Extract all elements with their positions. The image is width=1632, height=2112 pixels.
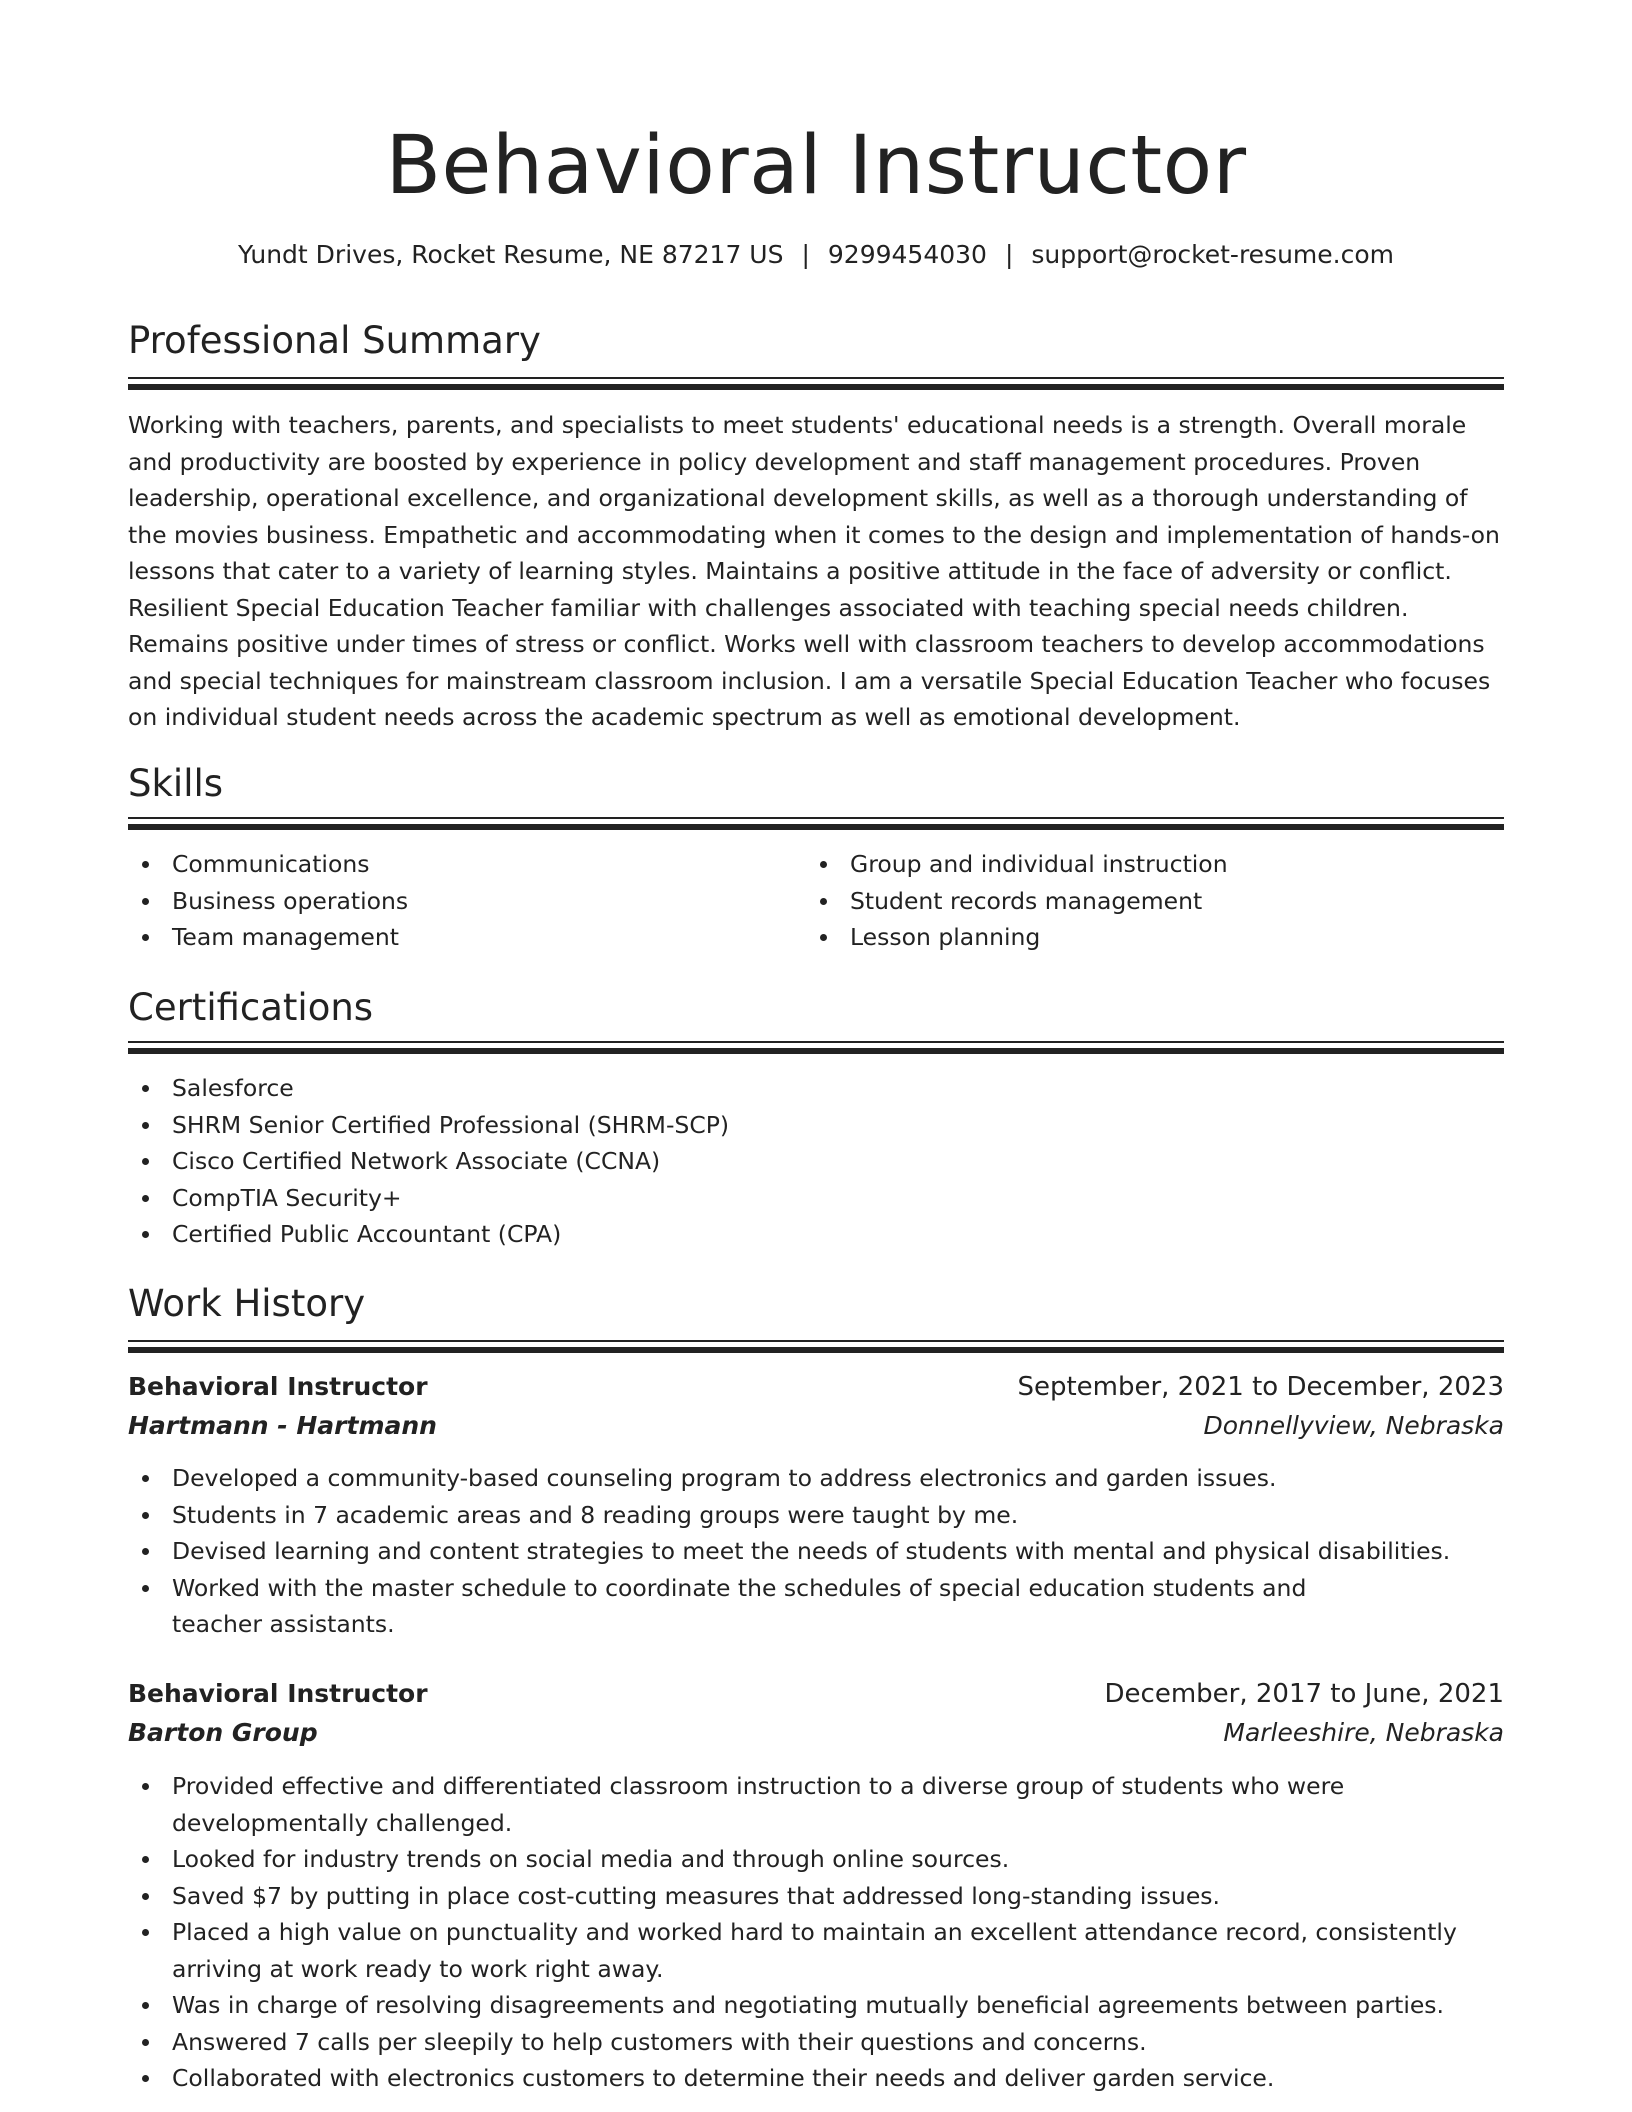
job-bullets [128, 1460, 1504, 1643]
job-company-row [128, 1715, 1504, 1751]
job-bullet: Devised learning and content strategies to meet the needs of students with mental and physical disabilities. [128, 1533, 1504, 1570]
section-rule [128, 1340, 1504, 1353]
job-bullet: Developed a community-based counseling program to address electronics and garden issues. [128, 1460, 1504, 1497]
candidate-name: Behavioral Instructor [385, 119, 1247, 213]
skills-list-right [806, 846, 1504, 956]
job-bullet: Answered 7 calls per sleepily to help customers with their questions and concerns. [128, 2024, 1504, 2061]
section-rule [128, 1041, 1504, 1054]
job-company: Hartmann - Hartmann [128, 1411, 437, 1440]
skill-item: Team management [128, 919, 788, 956]
certification-item: SHRM Senior Certified Professional (SHRM-SCP) [128, 1107, 1504, 1144]
job-bullet: Collaborated with electronics customers to determine their needs and deliver garden service. [128, 2060, 1504, 2097]
section-rule [128, 377, 1504, 390]
section-title-skills: Skills [128, 762, 224, 805]
job-dates: September, 2021 to December, 2023 [1017, 1372, 1504, 1402]
skill-item: Student records management [806, 883, 1504, 920]
job-company: Barton Group [128, 1718, 318, 1747]
job-title: Behavioral Instructor [128, 1372, 428, 1401]
job-header-row [128, 1676, 1504, 1712]
section-title-work-history: Work History [128, 1282, 366, 1325]
job-bullet: Provided effective and differentiated classroom instruction to a diverse group of students who were developmentally challenged. [128, 1768, 1504, 1841]
job-bullet: Was in charge of resolving disagreements and negotiating mutually beneficial agreements between parties. [128, 1987, 1504, 2024]
job-bullet: Saved $7 by putting in place cost-cutting measures that addressed long-standing issues. [128, 1878, 1504, 1915]
section-rule [128, 817, 1504, 830]
job-title: Behavioral Instructor [128, 1679, 428, 1708]
skill-item: Lesson planning [806, 919, 1504, 956]
job-company-row [128, 1408, 1504, 1444]
contact-separator: | [801, 240, 810, 269]
contact-separator: | [1004, 240, 1014, 269]
certification-item: Certified Public Accountant (CPA) [128, 1216, 1504, 1253]
certification-item: Salesforce [128, 1070, 1504, 1107]
contact-phone: 9299454030 [827, 240, 987, 269]
contact-address: Yundt Drives, Rocket Resume, NE 87217 US [237, 240, 784, 269]
job-bullet: Students in 7 academic areas and 8 reading groups were taught by me. [128, 1497, 1504, 1534]
job-header-row [128, 1369, 1504, 1405]
skill-item: Communications [128, 846, 788, 883]
skill-item: Business operations [128, 883, 788, 920]
job-bullet: Placed a high value on punctuality and worked hard to maintain an excellent attendance record, consistently arriving at work ready to work right away. [128, 1914, 1504, 1987]
job-bullet: Worked with the master schedule to coordinate the schedules of special education students and teacher assistants. [128, 1570, 1504, 1643]
summary-text: Working with teachers, parents, and specialists to meet students' educational needs is a strength. Overall morale and productivity are boosted by experience in policy development and staff management procedures. Proven leadership, operational excellence, and organizational development skills, as well as a thorough understanding of the movies business. Empathetic and accommodating when it comes to the design and implementation of hands-on lessons that cater to a variety of learning styles. Maintains a positive attitude in the face of adversity or conflict. Resilient Special Education Teacher familiar with challenges associated with teaching special needs children. Remains positive under times of stress or conflict. Works well with classroom teachers to develop accommodations and special techniques for mainstream classroom inclusion. I am a versatile Special Education Teacher who focuses on individual student needs across the academic spectrum as well as emotional development. [128, 411, 1500, 731]
job-bullets [128, 1768, 1504, 2097]
section-title-certifications: Certifications [128, 986, 374, 1029]
certifications-list [128, 1070, 1504, 1253]
contact-email[interactable]: support@rocket-resume.com [1031, 240, 1395, 269]
skills-list-left [128, 846, 788, 956]
contact-line [128, 238, 1504, 272]
job-bullet: Looked for industry trends on social media and through online sources. [128, 1841, 1504, 1878]
job-dates: December, 2017 to June, 2021 [1104, 1679, 1504, 1709]
skill-item: Group and individual instruction [806, 846, 1504, 883]
certification-item: Cisco Certified Network Associate (CCNA) [128, 1143, 1504, 1180]
section-title-summary: Professional Summary [128, 319, 541, 362]
certification-item: CompTIA Security+ [128, 1180, 1504, 1217]
job-location: Donnellyview, Nebraska [1203, 1411, 1504, 1440]
job-location: Marleeshire, Nebraska [1223, 1718, 1504, 1747]
